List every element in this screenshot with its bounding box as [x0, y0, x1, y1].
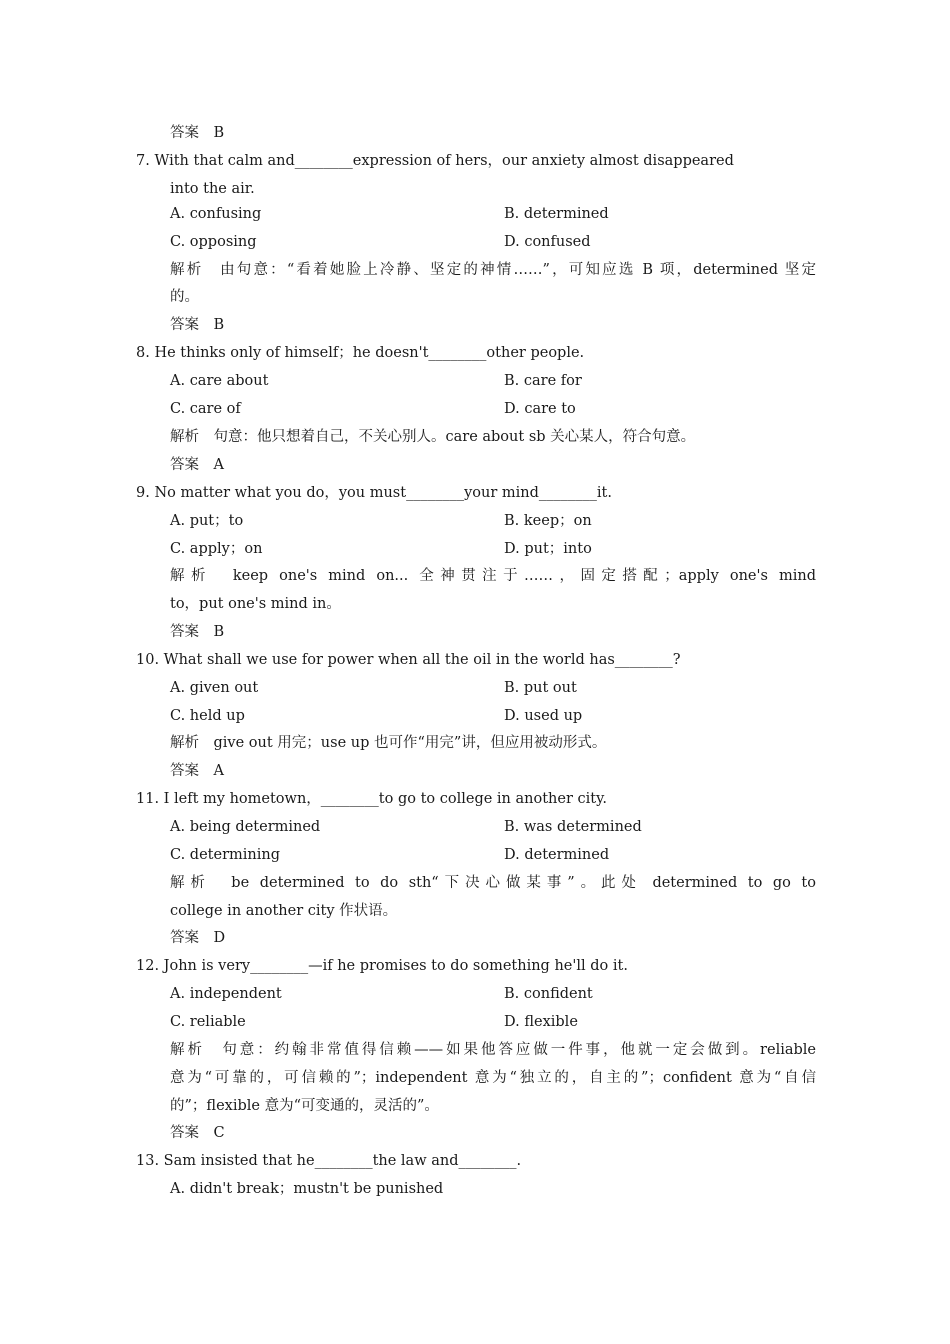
question-8-option-c: C. care of	[170, 401, 241, 417]
question-12-stem: 12. John is very________—if he promises to do something he'll do it.	[136, 958, 628, 974]
question-11-option-d: D. determined	[504, 847, 610, 863]
question-12-option-d: D. flexible	[504, 1014, 578, 1030]
question-8-explanation: 解析 句意：他只想着自己，不关心别人。care about sb 关心某人，符合句意。	[170, 429, 696, 445]
question-10-stem: 10. What shall we use for power when all the oil in the world has________?	[136, 652, 681, 668]
question-7-stem: 7. With that calm and________expression of hers，our anxiety almost disappeared	[136, 153, 734, 169]
question-9-option-a: A. put；to	[170, 513, 244, 529]
question-12-option-c: C. reliable	[170, 1014, 246, 1030]
question-8-stem: 8. He thinks only of himself；he doesn't________other people.	[136, 345, 585, 361]
question-10-option-c: C. held up	[170, 708, 245, 724]
question-7-explanation-line-1: 解析 由句意：“看着她脸上冷静、坚定的神情……”，可知应选 B 项，determined 坚定	[170, 262, 816, 278]
question-8-option-b: B. care for	[504, 373, 582, 389]
question-9-explanation-line-2: to，put one's mind in。	[170, 596, 341, 612]
question-13-option-a: A. didn't break；mustn't be punished	[170, 1181, 444, 1197]
question-11-stem: 11. I left my hometown，________to go to college in another city.	[136, 791, 607, 807]
question-9-option-d: D. put；into	[504, 541, 592, 557]
question-11-option-a: A. being determined	[170, 819, 321, 835]
top-answer: 答案 B	[170, 125, 225, 141]
question-10-option-d: D. used up	[504, 708, 583, 724]
question-9-explanation-line-1: 解析 keep one's mind on... 全神贯注于……，固定搭配；apply one's mind	[170, 568, 816, 584]
question-7-explanation-line-2: 的。	[170, 289, 199, 305]
question-12-explanation-line-3: 的”；flexible 意为“可变通的，灵活的”。	[170, 1098, 439, 1114]
question-8-answer: 答案 A	[170, 457, 224, 473]
question-10-option-b: B. put out	[504, 680, 577, 696]
question-10-option-a: A. given out	[170, 680, 259, 696]
question-12-option-a: A. independent	[170, 986, 282, 1002]
question-8-option-d: D. care to	[504, 401, 576, 417]
question-12-explanation-line-2: 意为“可靠的，可信赖的”；independent 意为“独立的，自主的”；confident 意为“自信	[170, 1070, 816, 1086]
question-9-option-b: B. keep；on	[504, 513, 592, 529]
question-7-option-c: C. opposing	[170, 234, 257, 250]
question-9-option-c: C. apply；on	[170, 541, 263, 557]
question-11-answer: 答案 D	[170, 930, 226, 946]
question-7-option-b: B. determined	[504, 206, 609, 222]
question-7-answer: 答案 B	[170, 317, 225, 333]
question-9-stem: 9. No matter what you do，you must________your mind________it.	[136, 485, 612, 501]
question-11-explanation-line-1: 解析 be determined to do sth“下决心做某事”。此处 determined to go to	[170, 875, 816, 891]
question-12-option-b: B. confident	[504, 986, 593, 1002]
question-11-option-c: C. determining	[170, 847, 280, 863]
question-10-answer: 答案 A	[170, 763, 224, 779]
question-13-stem: 13. Sam insisted that he________the law and________.	[136, 1153, 522, 1169]
question-11-option-b: B. was determined	[504, 819, 642, 835]
question-12-explanation-line-1: 解析 句意：约翰非常值得信赖——如果他答应做一件事，他就一定会做到。reliable	[170, 1042, 816, 1058]
question-9-answer: 答案 B	[170, 624, 225, 640]
question-7-option-d: D. confused	[504, 234, 591, 250]
question-11-explanation-line-2: college in another city 作状语。	[170, 903, 398, 919]
question-7-stem-continued: into the air.	[170, 181, 255, 197]
question-7-option-a: A. confusing	[170, 206, 262, 222]
question-10-explanation: 解析 give out 用完；use up 也可作“用完”讲，但应用被动形式。	[170, 735, 607, 751]
question-8-option-a: A. care about	[170, 373, 269, 389]
question-12-answer: 答案 C	[170, 1125, 225, 1141]
